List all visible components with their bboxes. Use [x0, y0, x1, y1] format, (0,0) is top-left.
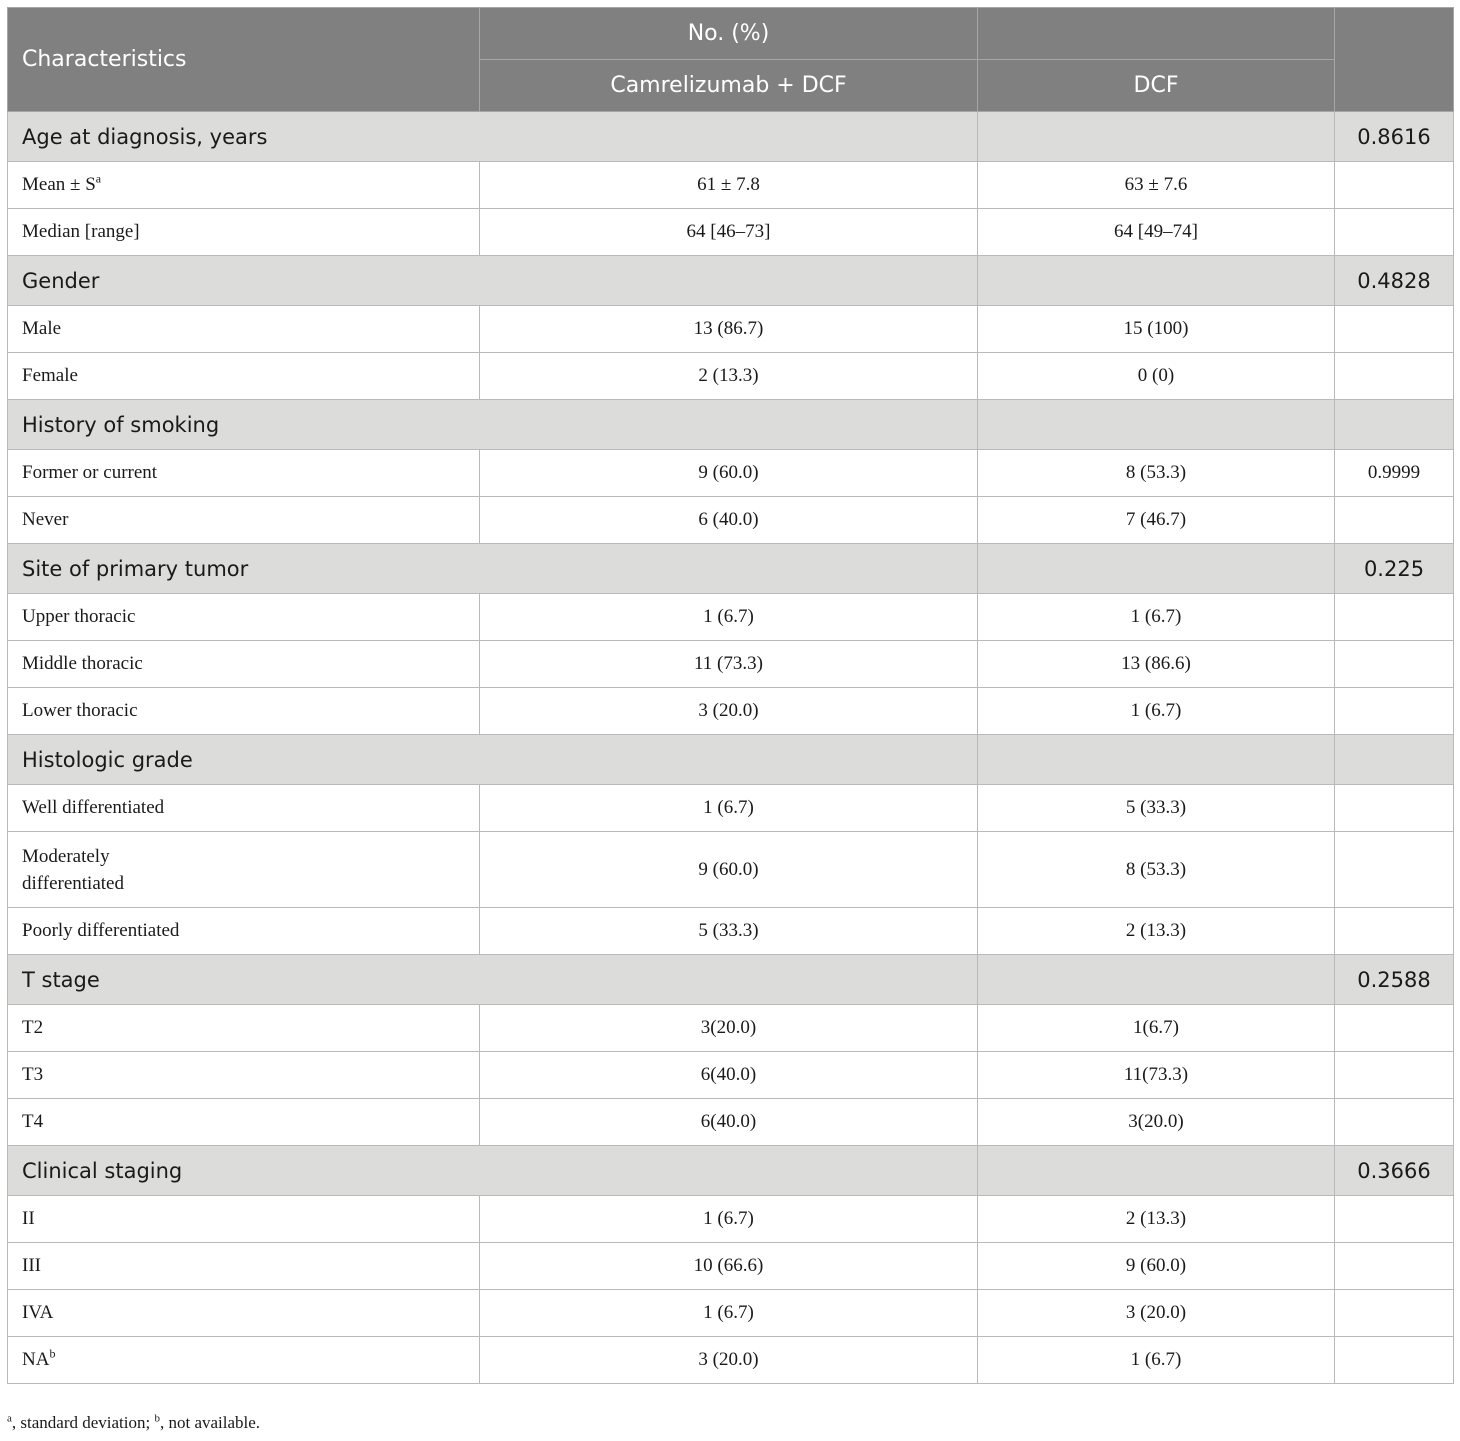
section-title: Clinical staging [8, 1146, 978, 1196]
row-label-text: Female [22, 365, 78, 386]
table-row [8, 1052, 1454, 1099]
camrelizumab-value: 6(40.0) [480, 1052, 978, 1099]
row-p-value [1335, 1243, 1454, 1290]
section-title: Gender [8, 256, 978, 306]
dcf-value: 7 (46.7) [978, 497, 1335, 544]
table-row [8, 450, 1454, 497]
row-p-value [1335, 162, 1454, 209]
dcf-value: 2 (13.3) [978, 1196, 1335, 1243]
table-row [8, 1099, 1454, 1146]
row-label [8, 832, 480, 908]
table-row [8, 209, 1454, 256]
section-p-value: 0.3666 [1335, 1146, 1454, 1196]
footnote-a-mark: a [7, 1412, 12, 1425]
section-row [8, 400, 1454, 450]
section-row [8, 544, 1454, 594]
section-empty-cell [978, 256, 1335, 306]
dcf-value: 2 (13.3) [978, 908, 1335, 955]
camrelizumab-value: 61 ± 7.8 [480, 162, 978, 209]
row-label-text: Well differentiated [22, 797, 165, 818]
section-empty-cell [978, 544, 1335, 594]
table-row [8, 1290, 1454, 1337]
camrelizumab-value: 2 (13.3) [480, 353, 978, 400]
table-row [8, 908, 1454, 955]
header-camrelizumab: Camrelizumab + DCF [480, 60, 978, 112]
row-p-value [1335, 497, 1454, 544]
table-row [8, 1196, 1454, 1243]
table-row [8, 688, 1454, 735]
row-label [8, 785, 480, 832]
row-label-text: Median [range] [22, 221, 140, 242]
row-label-text: Male [22, 318, 62, 339]
row-label-superscript: b [49, 1346, 56, 1361]
row-p-value [1335, 594, 1454, 641]
row-p-value [1335, 1005, 1454, 1052]
header-pvalue [1335, 8, 1454, 112]
table-body [8, 112, 1454, 1384]
camrelizumab-value: 1 (6.7) [480, 1196, 978, 1243]
row-p-value [1335, 1290, 1454, 1337]
row-label [8, 1005, 480, 1052]
row-label [8, 1337, 480, 1384]
section-empty-cell [978, 1146, 1335, 1196]
camrelizumab-value: 6 (40.0) [480, 497, 978, 544]
row-p-value [1335, 688, 1454, 735]
row-label-text: T3 [22, 1064, 44, 1085]
dcf-value: 1 (6.7) [978, 688, 1335, 735]
row-p-value [1335, 353, 1454, 400]
section-title: Histologic grade [8, 735, 978, 785]
section-row [8, 735, 1454, 785]
section-empty-cell [978, 955, 1335, 1005]
section-p-value [1335, 735, 1454, 785]
row-label-text: Middle thoracic [22, 653, 143, 674]
footnote-b-mark: b [154, 1412, 160, 1425]
row-label-text: Former or current [22, 462, 158, 483]
row-label-text: Lower thoracic [22, 700, 138, 721]
section-empty-cell [978, 400, 1335, 450]
camrelizumab-value: 6(40.0) [480, 1099, 978, 1146]
row-label-text: IVA [22, 1302, 54, 1323]
table-container [7, 7, 1453, 1384]
section-title: Site of primary tumor [8, 544, 978, 594]
row-label [8, 1052, 480, 1099]
dcf-value: 8 (53.3) [978, 832, 1335, 908]
dcf-value: 11(73.3) [978, 1052, 1335, 1099]
section-p-value: 0.2588 [1335, 955, 1454, 1005]
section-row [8, 1146, 1454, 1196]
table-header [8, 8, 1454, 112]
row-label [8, 641, 480, 688]
row-p-value [1335, 908, 1454, 955]
table-footnote [7, 1413, 260, 1433]
row-label [8, 1196, 480, 1243]
footnote-b-text: , not available. [159, 1413, 261, 1432]
dcf-value: 1 (6.7) [978, 1337, 1335, 1384]
dcf-value: 63 ± 7.6 [978, 162, 1335, 209]
camrelizumab-value: 1 (6.7) [480, 1290, 978, 1337]
camrelizumab-value: 64 [46–73] [480, 209, 978, 256]
camrelizumab-value: 1 (6.7) [480, 594, 978, 641]
header-empty [978, 8, 1335, 60]
section-p-value [1335, 400, 1454, 450]
row-p-value [1335, 1052, 1454, 1099]
row-label-text: Moderately differentiated [22, 845, 124, 894]
dcf-value: 8 (53.3) [978, 450, 1335, 497]
camrelizumab-value: 10 (66.6) [480, 1243, 978, 1290]
camrelizumab-value: 11 (73.3) [480, 641, 978, 688]
section-title: T stage [8, 955, 978, 1005]
row-label [8, 306, 480, 353]
row-p-value [1335, 1337, 1454, 1384]
table-row [8, 785, 1454, 832]
table-row [8, 1005, 1454, 1052]
row-label [8, 1099, 480, 1146]
camrelizumab-value: 3 (20.0) [480, 1337, 978, 1384]
camrelizumab-value: 9 (60.0) [480, 832, 978, 908]
row-label [8, 162, 480, 209]
row-p-value [1335, 1099, 1454, 1146]
section-title: Age at diagnosis, years [8, 112, 978, 162]
header-group: No. (%) [480, 8, 978, 60]
characteristics-table [7, 7, 1454, 1384]
section-p-value: 0.4828 [1335, 256, 1454, 306]
dcf-value: 64 [49–74] [978, 209, 1335, 256]
row-label [8, 908, 480, 955]
section-empty-cell [978, 735, 1335, 785]
section-p-value: 0.8616 [1335, 112, 1454, 162]
dcf-value: 0 (0) [978, 353, 1335, 400]
table-row [8, 641, 1454, 688]
table-row [8, 1243, 1454, 1290]
footnote-a-text: , standard deviation; [11, 1413, 155, 1432]
row-label-text: T4 [22, 1111, 44, 1132]
table-row [8, 594, 1454, 641]
section-row [8, 955, 1454, 1005]
row-label [8, 594, 480, 641]
row-p-value [1335, 785, 1454, 832]
table-row [8, 832, 1454, 908]
camrelizumab-value: 3 (20.0) [480, 688, 978, 735]
camrelizumab-value: 13 (86.7) [480, 306, 978, 353]
row-label-text: T2 [22, 1017, 44, 1038]
row-label [8, 450, 480, 497]
row-label [8, 688, 480, 735]
table-row [8, 306, 1454, 353]
section-p-value: 0.225 [1335, 544, 1454, 594]
row-p-value [1335, 1196, 1454, 1243]
row-label [8, 497, 480, 544]
row-label-superscript: a [95, 171, 102, 186]
table-row [8, 162, 1454, 209]
row-p-value [1335, 209, 1454, 256]
row-label [8, 353, 480, 400]
header-dcf: DCF [978, 60, 1335, 112]
dcf-value: 1(6.7) [978, 1005, 1335, 1052]
row-label [8, 209, 480, 256]
section-empty-cell [978, 112, 1335, 162]
dcf-value: 13 (86.6) [978, 641, 1335, 688]
row-label [8, 1290, 480, 1337]
dcf-value: 3 (20.0) [978, 1290, 1335, 1337]
section-row [8, 256, 1454, 306]
row-p-value [1335, 306, 1454, 353]
row-p-value [1335, 641, 1454, 688]
row-label-text: Never [22, 509, 69, 530]
header-characteristics: Characteristics [8, 8, 480, 112]
row-p-value: 0.9999 [1335, 450, 1454, 497]
row-label-text: NA [22, 1349, 50, 1370]
dcf-value: 9 (60.0) [978, 1243, 1335, 1290]
dcf-value: 3(20.0) [978, 1099, 1335, 1146]
row-label [8, 1243, 480, 1290]
row-label-text: III [22, 1255, 41, 1276]
camrelizumab-value: 5 (33.3) [480, 908, 978, 955]
row-p-value [1335, 832, 1454, 908]
row-label-text: II [22, 1208, 35, 1229]
row-label-text: Mean ± S [22, 174, 96, 195]
table-row [8, 353, 1454, 400]
camrelizumab-value: 9 (60.0) [480, 450, 978, 497]
table-row [8, 497, 1454, 544]
dcf-value: 5 (33.3) [978, 785, 1335, 832]
camrelizumab-value: 3(20.0) [480, 1005, 978, 1052]
dcf-value: 1 (6.7) [978, 594, 1335, 641]
section-title: History of smoking [8, 400, 978, 450]
section-row [8, 112, 1454, 162]
row-label-text: Upper thoracic [22, 606, 136, 627]
camrelizumab-value: 1 (6.7) [480, 785, 978, 832]
table-row [8, 1337, 1454, 1384]
row-label-text: Poorly differentiated [22, 920, 180, 941]
dcf-value: 15 (100) [978, 306, 1335, 353]
